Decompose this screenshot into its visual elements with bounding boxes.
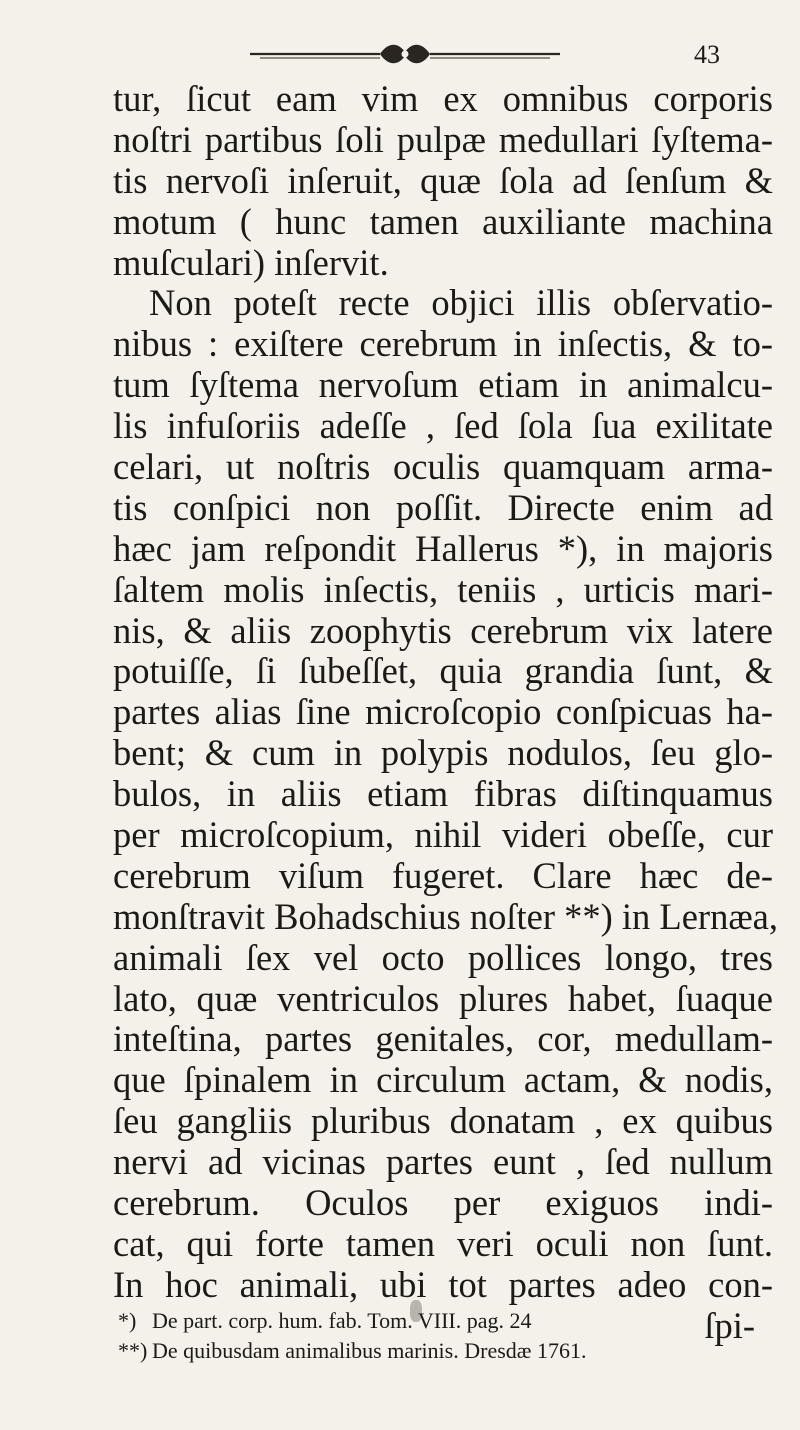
text-line: ſeu gangliis pluribus donatam , ex quibus [113,1100,773,1142]
header-ornament [240,38,570,70]
text-line: lis infuſoriis adeſſe , ſed ſola ſua exilitate [113,405,773,447]
footnote [118,1336,778,1366]
text-line: inteſtina, partes genitales, cor, medullam- [113,1018,773,1060]
text-line: celari, ut noſtris oculis quamquam arma- [113,446,773,488]
text-line: bulos, in aliis etiam fibras diſtinquamus [113,773,773,815]
text-line: bent; & cum in polypis nodulos, ſeu glo- [113,732,773,774]
footnote [118,1306,778,1336]
text-line: monſtravit Bohadschius noſter **) in Lernæa, [113,895,778,937]
text-line: motum ( hunc tamen auxiliante machina [113,200,773,242]
text-line: noſtri partibus ſoli pulpæ medullari ſyſtema- [113,118,773,160]
page-number: 43 [694,40,720,69]
text-line: nervi ad vicinas partes eunt , ſed nullum [113,1141,773,1183]
footnote-text: De quibusdam animalibus marinis. Dresdæ 1761. [152,1338,587,1363]
text-line: nis, & aliis zoophytis cerebrum vix latere [113,609,773,651]
text-line: cerebrum. Oculos per exiguos indi- [113,1182,773,1224]
text-line: muſculari) inſervit. [113,241,389,283]
text-line: In hoc animali, ubi tot partes adeo con- [113,1263,773,1305]
footnote-text: De part. corp. hum. fab. Tom. VIII. pag. 24 [152,1308,532,1333]
text-line: potuiſſe, ſi ſubeſſet, quia grandia ſunt, & [113,650,773,692]
text-line: tis nervoſi inſeruit, quæ ſola ad ſenſum & [113,159,773,201]
text-line: tur, ſicut eam vim ex omnibus corporis [113,78,773,119]
footnote-mark: **) [118,1338,148,1363]
text-line: tum ſyſtema nervoſum etiam in animalcu- [113,364,773,406]
text-line: animali ſex vel octo pollices longo, tres [113,936,773,978]
text-line: que ſpinalem in circulum actam, & nodis, [113,1059,773,1101]
text-line: ſaltem molis inſectis, teniis , urticis mari- [113,568,773,610]
text-line: tis conſpici non poſſit. Directe enim ad [113,486,773,528]
text-line: Non poteſt recte objici illis obſervatio- [149,282,773,324]
text-line: partes alias ſine microſcopio conſpicuas ha- [113,691,773,733]
footnotes [118,1306,778,1366]
body-text [113,78,778,1347]
text-line: nibus : exiſtere cerebrum in inſectis, & to- [113,323,773,365]
text-line: cerebrum viſum fugeret. Clare hæc de- [113,854,773,896]
catchword: ſpi- [704,1304,755,1346]
text-line: per microſcopium, nihil videri obeſſe, cur [113,814,773,856]
text-line: cat, qui forte tamen veri oculi non ſunt. [113,1222,773,1264]
footnote-mark: *) [118,1308,137,1333]
text-line: hæc jam reſpondit Hallerus *), in majoris [113,527,773,569]
text-line: lato, quæ ventriculos plures habet, ſuaque [113,977,773,1019]
